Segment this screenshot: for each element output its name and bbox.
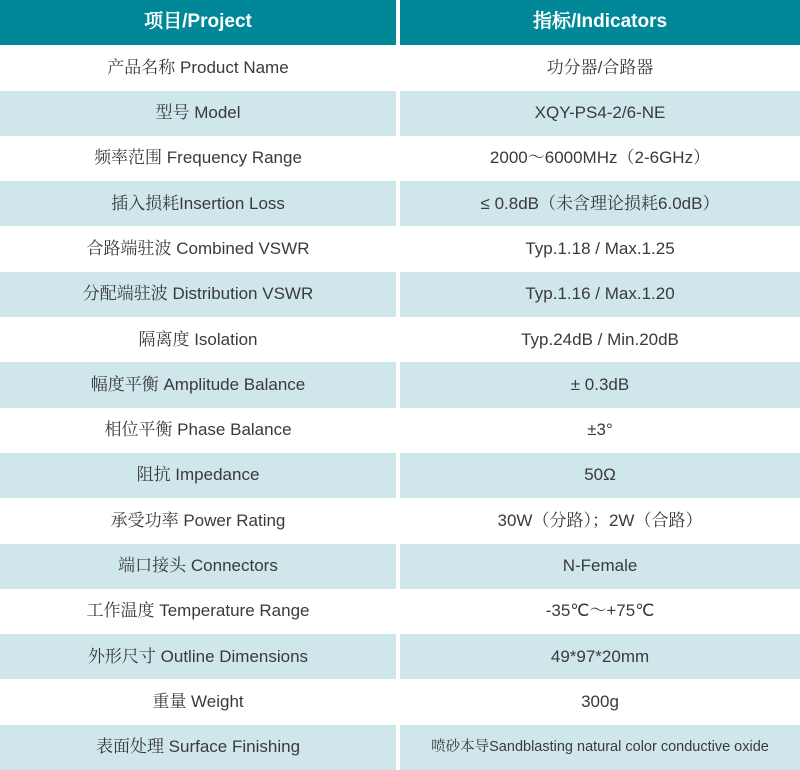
header-project: 项目/Project	[0, 0, 396, 45]
table-row	[0, 91, 800, 136]
indicator-cell: 30W（分路）；2W（合路）	[400, 498, 800, 543]
table-row	[0, 453, 800, 498]
indicator-cell: ≤ 0.8dB（未含理论损耗6.0dB）	[400, 181, 800, 226]
indicator-cell: ± 0.3dB	[400, 362, 800, 407]
indicator-cell: 49*97*20mm	[400, 634, 800, 679]
indicator-cell: 300g	[400, 679, 800, 724]
indicator-cell: Typ.1.18 / Max.1.25	[400, 226, 800, 271]
project-cell: 工作温度 Temperature Range	[0, 589, 396, 634]
table-row	[0, 544, 800, 589]
table-row	[0, 272, 800, 317]
project-cell: 隔离度 Isolation	[0, 317, 396, 362]
table-row	[0, 181, 800, 226]
project-cell: 承受功率 Power Rating	[0, 498, 396, 543]
project-cell: 插入损耗Insertion Loss	[0, 181, 396, 226]
indicator-cell: 喷砂本导Sandblasting natural color conductive oxide	[400, 725, 800, 770]
table-row	[0, 725, 800, 770]
table-row	[0, 634, 800, 679]
table-row	[0, 45, 800, 90]
indicator-cell: Typ.24dB / Min.20dB	[400, 317, 800, 362]
project-cell: 幅度平衡 Amplitude Balance	[0, 362, 396, 407]
project-cell: 阻抗 Impedance	[0, 453, 396, 498]
table-row	[0, 498, 800, 543]
project-cell: 表面处理 Surface Finishing	[0, 725, 396, 770]
project-cell: 分配端驻波 Distribution VSWR	[0, 272, 396, 317]
indicator-cell: 功分器/合路器	[400, 45, 800, 90]
table-row	[0, 317, 800, 362]
table-row	[0, 136, 800, 181]
project-cell: 型号 Model	[0, 91, 396, 136]
indicator-cell: 2000～6000MHz（2-6GHz）	[400, 136, 800, 181]
indicator-cell: ±3°	[400, 408, 800, 453]
header-indicators: 指标/Indicators	[400, 0, 800, 45]
table-row	[0, 679, 800, 724]
project-cell: 外形尺寸 Outline Dimensions	[0, 634, 396, 679]
indicator-cell: XQY-PS4-2/6-NE	[400, 91, 800, 136]
table-row	[0, 589, 800, 634]
indicator-cell: -35℃～+75℃	[400, 589, 800, 634]
indicator-cell: Typ.1.16 / Max.1.20	[400, 272, 800, 317]
table-row	[0, 408, 800, 453]
project-cell: 频率范围 Frequency Range	[0, 136, 396, 181]
project-cell: 合路端驻波 Combined VSWR	[0, 226, 396, 271]
project-cell: 产品名称 Product Name	[0, 45, 396, 90]
table-row	[0, 226, 800, 271]
project-cell: 端口接头 Connectors	[0, 544, 396, 589]
indicator-cell: 50Ω	[400, 453, 800, 498]
project-cell: 相位平衡 Phase Balance	[0, 408, 396, 453]
table-header-row	[0, 0, 800, 45]
project-cell: 重量 Weight	[0, 679, 396, 724]
table-row	[0, 362, 800, 407]
indicator-cell: N-Female	[400, 544, 800, 589]
